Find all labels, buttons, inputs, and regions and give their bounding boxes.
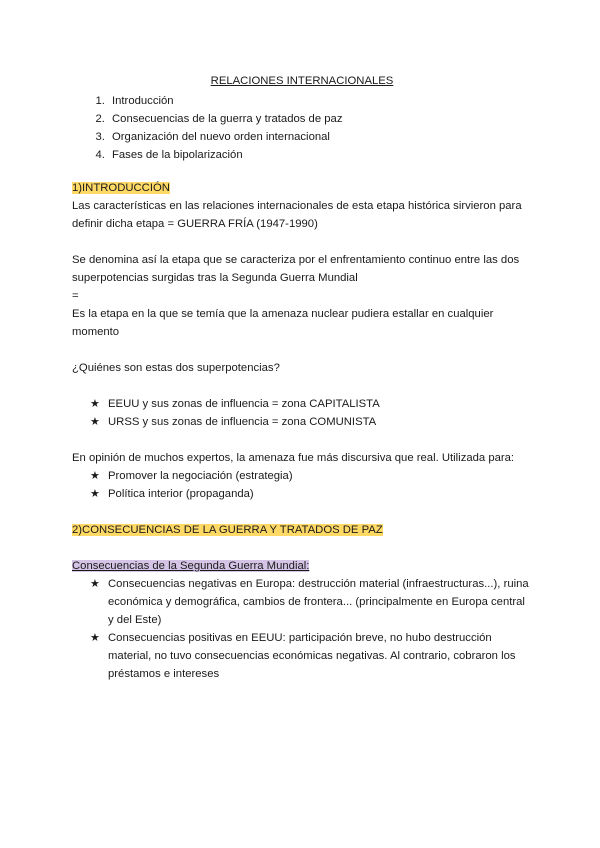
star-bullet-icon: ★ (90, 398, 100, 410)
paragraph: En opinión de muchos expertos, la amenaza fue más discursiva que real. Utilizada para: (72, 452, 515, 464)
paragraph: Las características en las relaciones internacionales de esta etapa histórica sirvieron para definir dicha etapa = GUERRA FRÍA (1947-1990) (72, 200, 522, 230)
toc-item: 2. Consecuencias de la guerra y tratados de paz (108, 110, 532, 128)
star-bullet-icon: ★ (90, 578, 100, 590)
page-title: RELACIONES INTERNACIONALES (210, 75, 394, 87)
list-item: ★ EEUU y sus zonas de influencia = zona CAPITALISTA (90, 395, 532, 413)
list-item: ★ Consecuencias positivas en EEUU: participación breve, no hubo destrucción material, no tuvo consecuencias económicas negativas. Al contrario, cobraron los préstamos e intereses (90, 629, 532, 683)
consequences-list (72, 575, 532, 683)
star-bullet-icon: ★ (90, 416, 100, 428)
section-2-heading: 2)CONSECUENCIAS DE LA GUERRA Y TRATADOS DE PAZ (72, 524, 383, 536)
star-bullet-icon: ★ (90, 488, 100, 500)
star-bullet-icon: ★ (90, 632, 100, 644)
toc-item: 3. Organización del nuevo orden internacional (108, 128, 532, 146)
toc-item: 4. Fases de la bipolarización (108, 146, 532, 164)
list-item: ★ Política interior (propaganda) (90, 485, 532, 503)
section-2-subheading: Consecuencias de la Segunda Guerra Mundial: (72, 560, 310, 572)
uses-list (72, 467, 532, 503)
superpowers-list (72, 395, 532, 431)
list-item: ★ Promover la negociación (estrategia) (90, 467, 532, 485)
section-1-heading: 1)INTRODUCCIÓN (72, 182, 170, 194)
paragraph: Es la etapa en la que se temía que la amenaza nuclear pudiera estallar en cualquier momento (72, 308, 494, 338)
table-of-contents (72, 92, 532, 164)
paragraph: Se denomina así la etapa que se caracteriza por el enfrentamiento continuo entre las dos superpotencias surgidas tras la Segunda Guerra Mundial (72, 254, 520, 284)
toc-item: 1. Introducción (108, 92, 532, 110)
question: ¿Quiénes son estas dos superpotencias? (72, 362, 280, 374)
equals-sign: = (72, 290, 79, 302)
document-body (72, 72, 532, 683)
star-bullet-icon: ★ (90, 470, 100, 482)
list-item: ★ Consecuencias negativas en Europa: destrucción material (infraestructuras...), ruina económica y demográfica, cambios de frontera... (principalmente en Europa central y del Este) (90, 575, 532, 629)
list-item: ★ URSS y sus zonas de influencia = zona COMUNISTA (90, 413, 532, 431)
